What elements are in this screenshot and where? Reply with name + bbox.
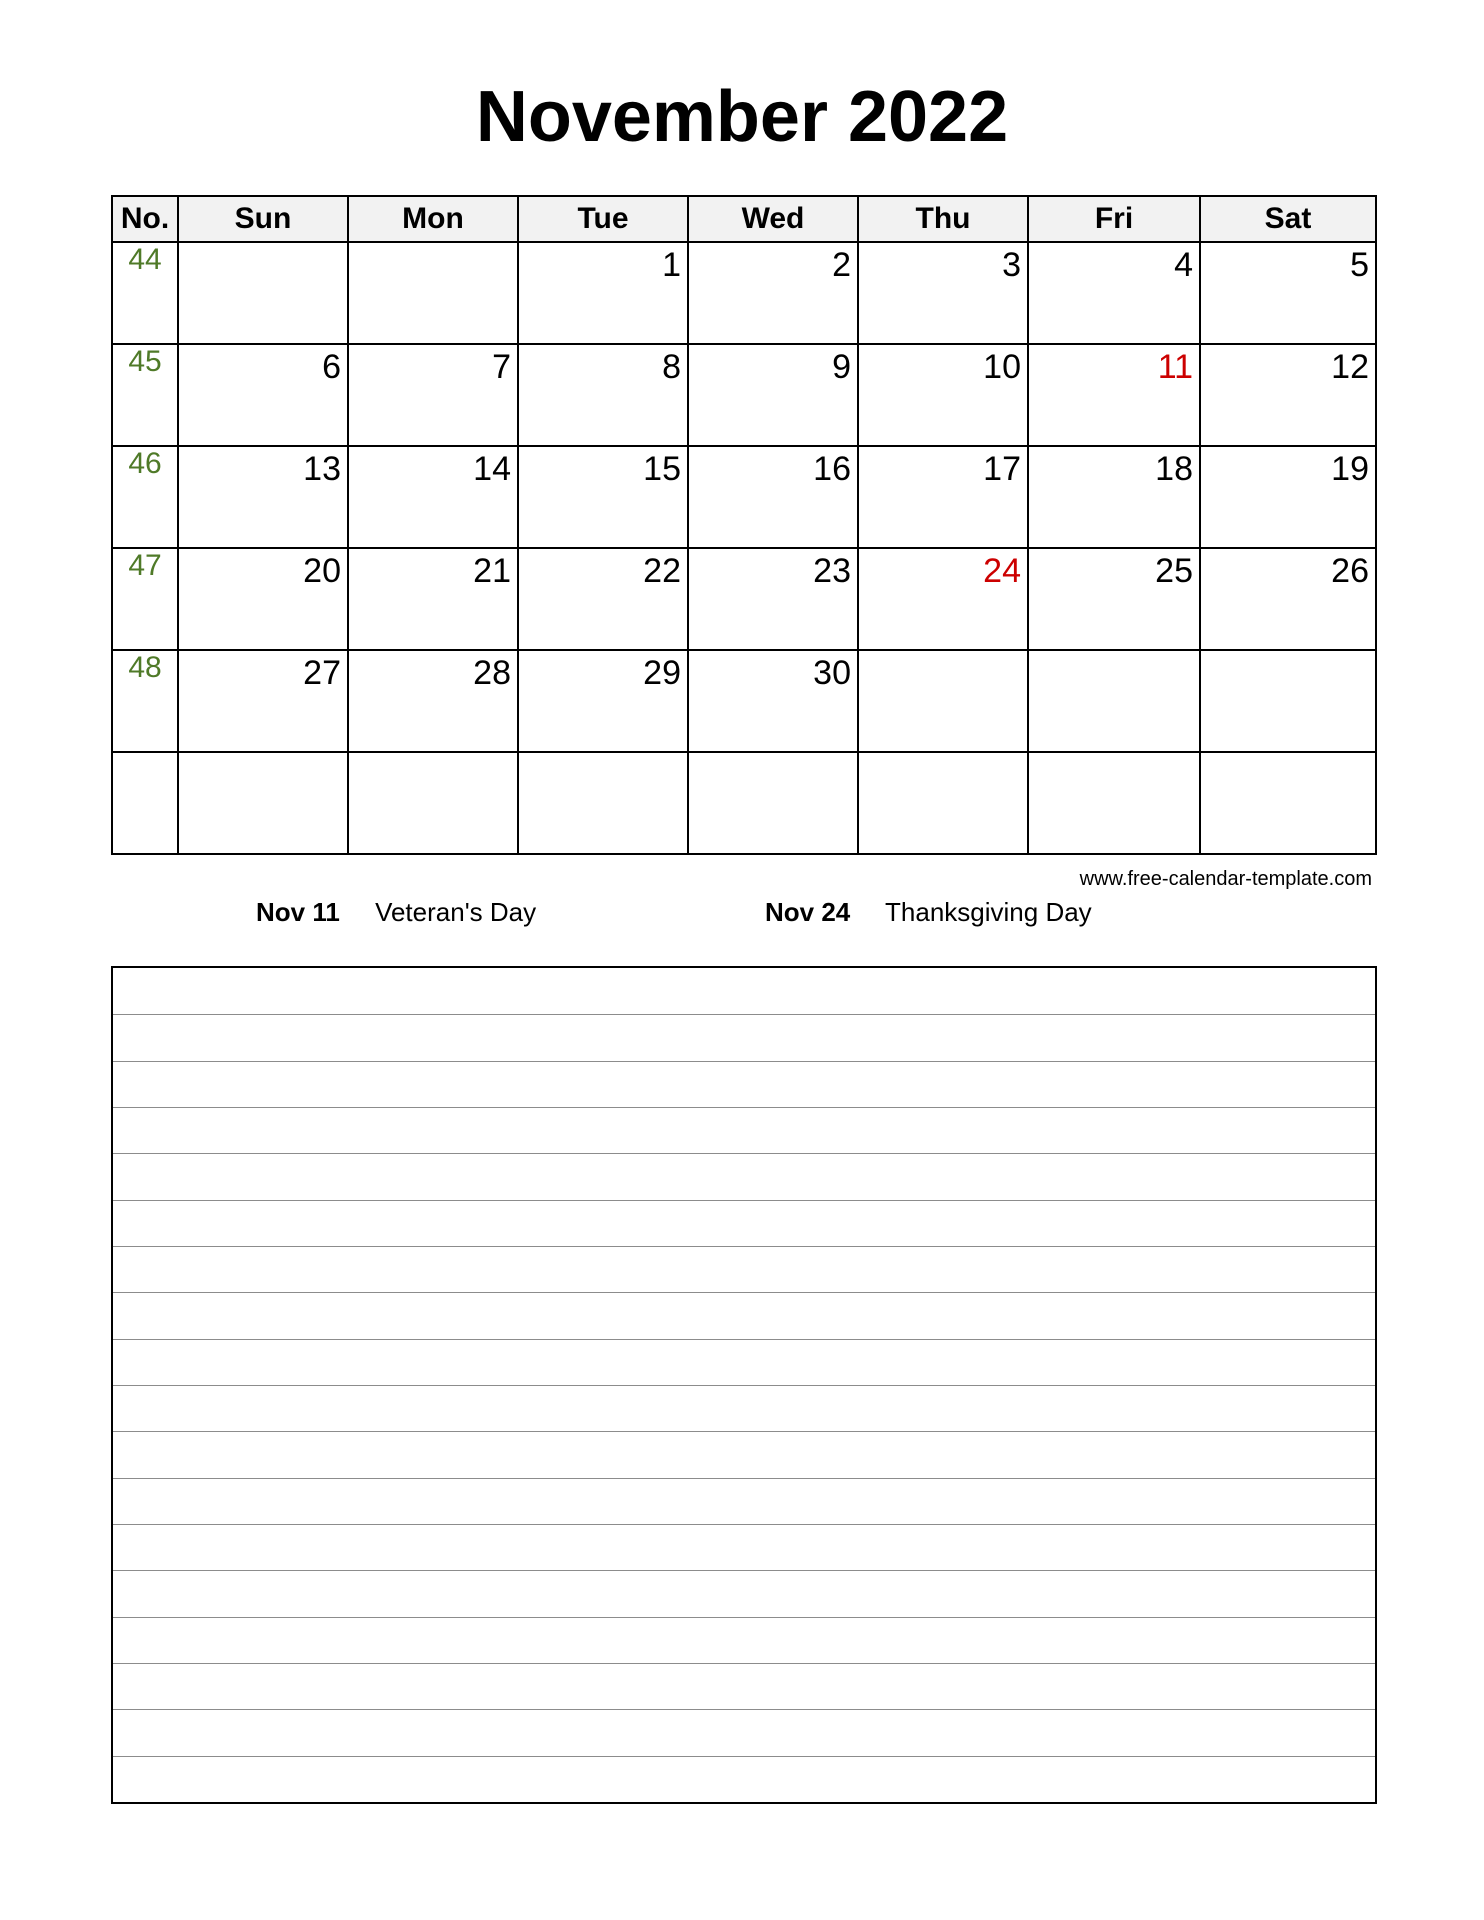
header-mon: Mon: [348, 196, 518, 242]
day-cell[interactable]: [1028, 548, 1200, 650]
day-number: [859, 753, 1027, 755]
day-number: [689, 753, 857, 755]
day-cell[interactable]: [688, 752, 858, 854]
week-number: 46: [112, 446, 178, 548]
notes-line: [113, 1339, 1375, 1340]
day-cell[interactable]: [178, 548, 348, 650]
header-wed: Wed: [688, 196, 858, 242]
day-number: 5: [1350, 246, 1369, 284]
day-number: 17: [983, 450, 1021, 488]
holiday-name: Veteran's Day: [375, 897, 537, 927]
week-number: 48: [112, 650, 178, 752]
day-number: 12: [1331, 348, 1369, 386]
calendar-title: November 2022: [475, 77, 1009, 157]
notes-line: [113, 1709, 1375, 1710]
day-cell[interactable]: [858, 242, 1028, 344]
day-cell[interactable]: [348, 650, 518, 752]
day-number: 18: [1155, 450, 1193, 488]
day-number: 4: [1174, 246, 1193, 284]
notes-line: [113, 1153, 1375, 1154]
week-number: 45: [112, 344, 178, 446]
day-cell[interactable]: [518, 650, 688, 752]
day-number: 10: [983, 348, 1021, 386]
holiday-name: Thanksgiving Day: [885, 897, 1092, 927]
notes-line: [113, 1061, 1375, 1062]
week-row: [112, 242, 1376, 344]
day-number: 22: [643, 552, 681, 590]
notes-line: [113, 1570, 1375, 1571]
day-cell[interactable]: [1028, 650, 1200, 752]
day-number: 25: [1155, 552, 1193, 590]
day-number: 27: [303, 654, 341, 692]
holiday-date: Nov 11: [256, 897, 340, 927]
day-cell[interactable]: [518, 242, 688, 344]
day-cell[interactable]: [1200, 344, 1376, 446]
day-cell[interactable]: [688, 446, 858, 548]
day-cell[interactable]: [858, 344, 1028, 446]
notes-line: [113, 1431, 1375, 1432]
week-row: [112, 548, 1376, 650]
day-number: [1029, 651, 1199, 653]
holiday-entry: [256, 895, 536, 929]
notes-line: [113, 1246, 1375, 1247]
day-number: [179, 243, 347, 245]
day-number: 14: [473, 450, 511, 488]
day-number: 28: [473, 654, 511, 692]
day-cell[interactable]: [348, 752, 518, 854]
day-number: 26: [1331, 552, 1369, 590]
header-fri: Fri: [1028, 196, 1200, 242]
day-cell[interactable]: [858, 446, 1028, 548]
header-sun: Sun: [178, 196, 348, 242]
day-cell[interactable]: [1200, 650, 1376, 752]
header-thu: Thu: [858, 196, 1028, 242]
day-cell[interactable]: [1200, 548, 1376, 650]
day-number: 20: [303, 552, 341, 590]
notes-line: [113, 1385, 1375, 1386]
day-cell[interactable]: [518, 752, 688, 854]
day-number: 29: [643, 654, 681, 692]
day-cell[interactable]: [858, 650, 1028, 752]
day-number: 16: [813, 450, 851, 488]
notes-line: [113, 1756, 1375, 1757]
notes-line: [113, 1663, 1375, 1664]
day-number: 19: [1331, 450, 1369, 488]
day-cell[interactable]: [348, 446, 518, 548]
day-cell[interactable]: [518, 446, 688, 548]
day-cell[interactable]: [688, 242, 858, 344]
day-number: 13: [303, 450, 341, 488]
day-cell[interactable]: [1028, 752, 1200, 854]
day-cell[interactable]: [688, 548, 858, 650]
day-cell[interactable]: [178, 752, 348, 854]
header-week-number: No.: [112, 196, 178, 242]
day-number: 30: [813, 654, 851, 692]
notes-line: [113, 1014, 1375, 1015]
header-sat: Sat: [1200, 196, 1376, 242]
notes-line: [113, 1617, 1375, 1618]
day-number: [519, 753, 687, 755]
day-number: 1: [662, 246, 681, 284]
week-number: [112, 752, 178, 854]
holiday-date: Nov 24: [765, 897, 851, 927]
notes-line: [113, 1292, 1375, 1293]
day-number: [349, 243, 517, 245]
notes-line: [113, 1524, 1375, 1525]
weekday-header-row: [112, 196, 1376, 242]
day-cell[interactable]: [1028, 344, 1200, 446]
day-number: 6: [322, 348, 341, 386]
website-url: www.free-calendar-template.com: [1079, 868, 1372, 890]
day-number: 2: [832, 246, 851, 284]
day-cell[interactable]: [858, 548, 1028, 650]
day-cell[interactable]: [348, 242, 518, 344]
day-cell[interactable]: [1028, 446, 1200, 548]
notes-line: [113, 1107, 1375, 1108]
day-number: 9: [832, 348, 851, 386]
day-cell[interactable]: [178, 344, 348, 446]
day-number: 15: [643, 450, 681, 488]
day-number: 24: [983, 552, 1021, 590]
week-number: 44: [112, 242, 178, 344]
week-row: [112, 446, 1376, 548]
day-number: [1201, 753, 1375, 755]
day-number: 3: [1002, 246, 1021, 284]
day-cell[interactable]: [1200, 242, 1376, 344]
day-number: 11: [1157, 348, 1193, 386]
day-number: 23: [813, 552, 851, 590]
day-cell[interactable]: [348, 344, 518, 446]
header-tue: Tue: [518, 196, 688, 242]
day-number: [349, 753, 517, 755]
day-cell[interactable]: [688, 650, 858, 752]
notes-area[interactable]: [111, 966, 1377, 1804]
day-number: [1029, 753, 1199, 755]
day-number: 8: [662, 348, 681, 386]
holiday-entry: [765, 895, 1092, 929]
day-cell[interactable]: [348, 548, 518, 650]
day-number: [859, 651, 1027, 653]
day-number: [179, 753, 347, 755]
day-cell[interactable]: [1028, 242, 1200, 344]
day-cell[interactable]: [518, 548, 688, 650]
day-number: 21: [473, 552, 511, 590]
day-cell[interactable]: [178, 446, 348, 548]
day-cell[interactable]: [178, 242, 348, 344]
day-cell[interactable]: [518, 344, 688, 446]
notes-line: [113, 1478, 1375, 1479]
week-row: [112, 344, 1376, 446]
day-cell[interactable]: [1200, 446, 1376, 548]
day-cell[interactable]: [1200, 752, 1376, 854]
day-cell[interactable]: [858, 752, 1028, 854]
week-row: [112, 752, 1376, 854]
notes-line: [113, 1200, 1375, 1201]
day-number: 7: [492, 348, 511, 386]
calendar-grid: [111, 195, 1377, 855]
week-row: [112, 650, 1376, 752]
day-cell[interactable]: [178, 650, 348, 752]
day-number: [1201, 651, 1375, 653]
day-cell[interactable]: [688, 344, 858, 446]
week-number: 47: [112, 548, 178, 650]
